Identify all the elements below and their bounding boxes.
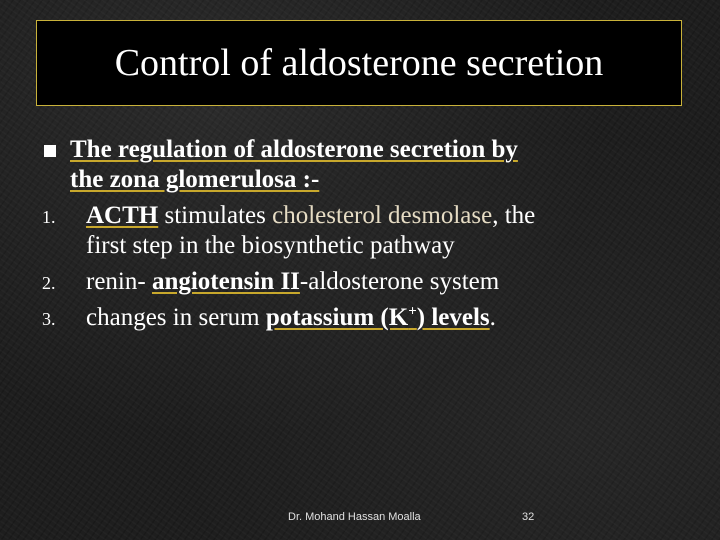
stimulates-text: stimulates xyxy=(158,202,273,229)
levels-text: ) levels xyxy=(416,304,490,331)
acth-text: ACTH xyxy=(86,202,159,229)
item-1-rest: , the xyxy=(492,202,536,229)
renin-text: renin- xyxy=(86,268,152,295)
page-number: 32 xyxy=(522,511,535,523)
slide-title: Control of aldosterone secretion xyxy=(114,42,604,84)
potassium-levels-text xyxy=(266,304,490,331)
item-1-marker: 1. xyxy=(42,207,56,227)
title-box xyxy=(36,20,682,106)
slide-content xyxy=(40,135,680,333)
square-bullet-icon xyxy=(44,145,56,157)
footer-author: Dr. Mohand Hassan Moalla xyxy=(288,511,421,523)
bullet-line-1: The regulation of aldosterone secretion by xyxy=(70,136,518,163)
plus-superscript: + xyxy=(408,303,417,320)
item-2-marker: 2. xyxy=(42,273,56,293)
enzyme-text: cholesterol desmolase xyxy=(272,202,493,229)
potassium-text: potassium (K xyxy=(265,304,409,331)
item-3-marker: 3. xyxy=(42,309,56,329)
bullet-line-2: the zona glomerulosa :- xyxy=(70,166,320,193)
numbered-item-3 xyxy=(40,303,680,333)
item-1-line-2: first step in the biosynthetic pathway xyxy=(86,232,455,259)
aldosterone-system-text: -aldosterone system xyxy=(299,268,500,295)
bullet-item xyxy=(40,135,680,195)
numbered-item-1 xyxy=(40,201,680,261)
angiotensin-text: angiotensin II xyxy=(151,268,300,295)
numbered-item-2 xyxy=(40,267,680,297)
serum-text: changes in serum xyxy=(86,304,266,331)
period-text: . xyxy=(489,304,496,331)
